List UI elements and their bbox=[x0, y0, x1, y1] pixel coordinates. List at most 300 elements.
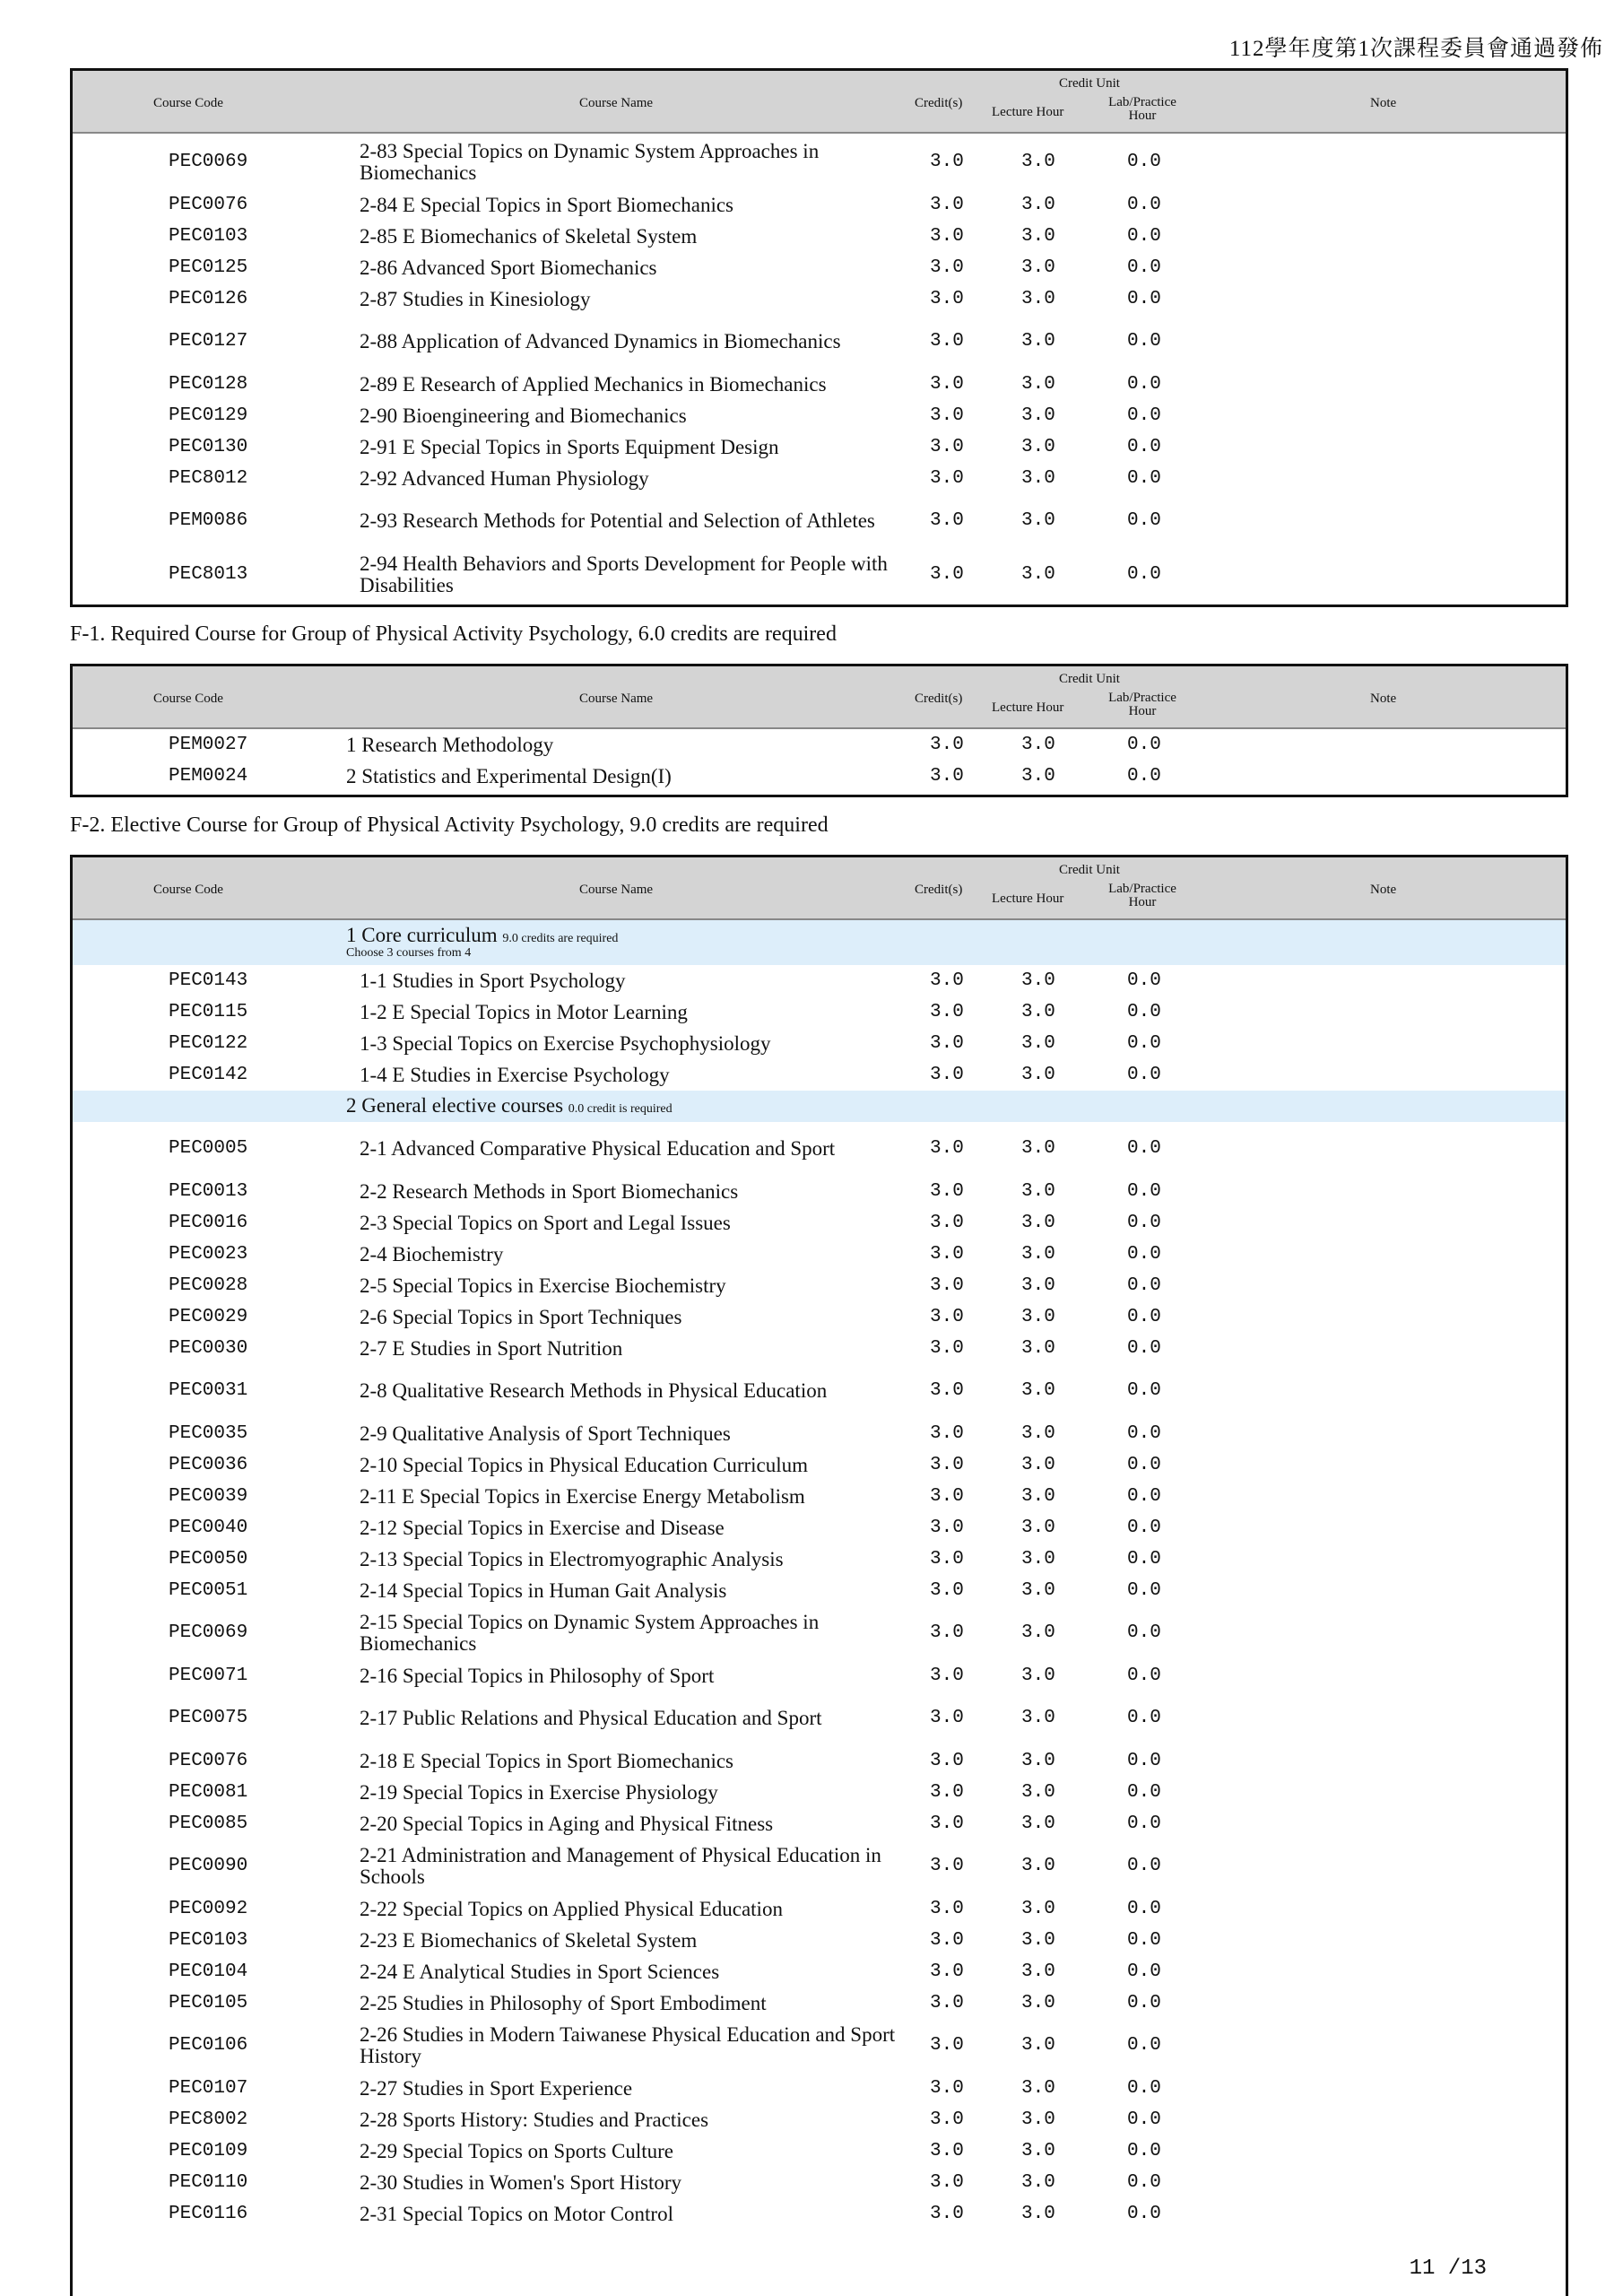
lecture-hour-value: 3.0 bbox=[1021, 257, 1055, 278]
lab-hour-value: 0.0 bbox=[1127, 1929, 1161, 1951]
table-body-general bbox=[73, 1122, 1566, 2230]
header-course-code: Course Code bbox=[153, 883, 223, 897]
lecture-hour-value: 3.0 bbox=[1021, 2171, 1055, 2193]
credits-value: 3.0 bbox=[930, 1548, 964, 1570]
table-row bbox=[73, 965, 1566, 996]
course-code: PEC8002 bbox=[169, 2109, 248, 2130]
page-header: 112學年度第1次課程委員會通過發佈 bbox=[1228, 37, 1603, 61]
credits-value: 3.0 bbox=[930, 1992, 964, 2013]
lab-hour-value: 0.0 bbox=[1127, 2171, 1161, 2193]
table-row bbox=[73, 1333, 1566, 1364]
table-row bbox=[73, 463, 1566, 494]
lecture-hour-value: 3.0 bbox=[1021, 1001, 1055, 1022]
credits-value: 3.0 bbox=[930, 1180, 964, 1202]
lecture-hour-value: 3.0 bbox=[1021, 970, 1055, 991]
lab-hour-value: 0.0 bbox=[1127, 152, 1161, 172]
course-code: PEC0143 bbox=[169, 970, 248, 991]
credits-value: 3.0 bbox=[930, 1337, 964, 1359]
lecture-hour-value: 3.0 bbox=[1021, 2077, 1055, 2099]
course-code: PEC0142 bbox=[169, 1064, 248, 1085]
course-name: 2-87 Studies in Kinesiology bbox=[360, 287, 591, 310]
course-code: PEC0109 bbox=[169, 2140, 248, 2161]
course-name: 2-14 Special Topics in Human Gait Analysis bbox=[360, 1578, 727, 1602]
credits-value: 3.0 bbox=[930, 1001, 964, 1022]
table-body bbox=[73, 729, 1566, 795]
table-row bbox=[73, 1692, 1566, 1745]
credits-value: 3.0 bbox=[930, 1750, 964, 1771]
lab-hour-value: 0.0 bbox=[1127, 288, 1161, 309]
credits-value: 3.0 bbox=[930, 1708, 964, 1728]
course-table-f1 bbox=[70, 664, 1568, 797]
course-code: PEC0028 bbox=[169, 1274, 248, 1296]
credits-value: 3.0 bbox=[930, 1813, 964, 1834]
course-code: PEC0005 bbox=[169, 1138, 248, 1159]
course-code: PEC0106 bbox=[169, 2035, 248, 2056]
lecture-hour-value: 3.0 bbox=[1021, 1622, 1055, 1643]
course-name: 2-27 Studies in Sport Experience bbox=[360, 2076, 633, 2100]
course-code: PEC0103 bbox=[169, 225, 248, 247]
table-row bbox=[73, 189, 1566, 221]
course-code: PEC0013 bbox=[169, 1180, 248, 1202]
header-note: Note bbox=[1370, 96, 1397, 110]
course-code: PEC0075 bbox=[169, 1708, 248, 1728]
lecture-hour-value: 3.0 bbox=[1021, 1517, 1055, 1538]
lecture-hour-value: 3.0 bbox=[1021, 2140, 1055, 2161]
table-row bbox=[73, 1839, 1566, 1893]
course-name: 2-88 Application of Advanced Dynamics in Biomechanics bbox=[360, 330, 841, 352]
header-lecture-hour: Lecture Hour bbox=[992, 891, 1064, 906]
header-lab-hour: Lab/Practice Hour bbox=[1108, 882, 1176, 909]
lecture-hour-value: 3.0 bbox=[1021, 467, 1055, 489]
lab-hour-value: 0.0 bbox=[1127, 1708, 1161, 1728]
lab-hour-value: 0.0 bbox=[1127, 2203, 1161, 2224]
course-code: PEC0031 bbox=[169, 1380, 248, 1401]
course-table-continued bbox=[70, 68, 1568, 607]
course-name: 2-84 E Special Topics in Sport Biomechanics bbox=[360, 193, 734, 216]
course-name: 1-1 Studies in Sport Psychology bbox=[360, 969, 626, 992]
lab-hour-value: 0.0 bbox=[1127, 1337, 1161, 1359]
course-name: 2-24 E Analytical Studies in Sport Sciences bbox=[360, 1960, 720, 1983]
table-row bbox=[73, 2073, 1566, 2104]
lab-hour-value: 0.0 bbox=[1127, 1422, 1161, 1444]
course-code: PEC0130 bbox=[169, 436, 248, 457]
course-code: PEC0116 bbox=[169, 2203, 248, 2224]
course-code: PEC0069 bbox=[169, 1622, 248, 1643]
course-name: 2-20 Special Topics in Aging and Physical Fitness bbox=[360, 1812, 774, 1835]
table-row bbox=[73, 1745, 1566, 1777]
credits-value: 3.0 bbox=[930, 1781, 964, 1803]
course-code: PEC0076 bbox=[169, 194, 248, 215]
lab-hour-value: 0.0 bbox=[1127, 1517, 1161, 1538]
table-row bbox=[73, 1270, 1566, 1301]
course-code: PEC0110 bbox=[169, 2171, 248, 2193]
lecture-hour-value: 3.0 bbox=[1021, 152, 1055, 172]
course-name: 1 Research Methodology bbox=[346, 733, 554, 756]
credits-value: 3.0 bbox=[930, 331, 964, 352]
lecture-hour-value: 3.0 bbox=[1021, 225, 1055, 247]
course-code: PEC0122 bbox=[169, 1032, 248, 1054]
course-name: 2-16 Special Topics in Philosophy of Sport bbox=[360, 1664, 715, 1687]
lab-hour-value: 0.0 bbox=[1127, 1992, 1161, 2013]
header-credit-unit: Credit Unit bbox=[1059, 863, 1120, 877]
course-code: PEC0092 bbox=[169, 1898, 248, 1919]
lecture-hour-value: 3.0 bbox=[1021, 1992, 1055, 2013]
credits-value: 3.0 bbox=[930, 1665, 964, 1686]
course-name: 2-25 Studies in Philosophy of Sport Embodiment bbox=[360, 1991, 767, 2014]
course-name: 2-12 Special Topics in Exercise and Disease bbox=[360, 1516, 725, 1539]
course-name: 2-93 Research Methods for Potential and Selection of Athletes bbox=[360, 509, 875, 532]
group-title: 1 Core curriculum 9.0 credits are required bbox=[346, 924, 619, 946]
course-code: PEC0127 bbox=[169, 331, 248, 352]
credits-value: 3.0 bbox=[930, 1306, 964, 1327]
lecture-hour-value: 3.0 bbox=[1021, 1485, 1055, 1507]
lecture-hour-value: 3.0 bbox=[1021, 1064, 1055, 1085]
credits-value: 3.0 bbox=[930, 467, 964, 489]
course-name: 2-4 Biochemistry bbox=[360, 1242, 504, 1265]
lab-hour-value: 0.0 bbox=[1127, 1665, 1161, 1686]
course-name: 2-86 Advanced Sport Biomechanics bbox=[360, 256, 657, 279]
credits-value: 3.0 bbox=[930, 1422, 964, 1444]
lecture-hour-value: 3.0 bbox=[1021, 1454, 1055, 1475]
table-row bbox=[73, 1544, 1566, 1575]
course-code: PEC0035 bbox=[169, 1422, 248, 1444]
header-course-name: Course Name bbox=[579, 691, 654, 706]
table-row bbox=[73, 283, 1566, 315]
header-credits: Credit(s) bbox=[915, 96, 963, 110]
header-lecture-hour: Lecture Hour bbox=[992, 700, 1064, 715]
course-name: 2-91 E Special Topics in Sports Equipment Design bbox=[360, 435, 779, 458]
course-code: PEC0029 bbox=[169, 1306, 248, 1327]
lab-hour-value: 0.0 bbox=[1127, 734, 1161, 755]
lecture-hour-value: 3.0 bbox=[1021, 1856, 1055, 1876]
course-name: 2-22 Special Topics on Applied Physical Education bbox=[360, 1897, 783, 1920]
course-code: PEC0030 bbox=[169, 1337, 248, 1359]
lab-hour-value: 0.0 bbox=[1127, 225, 1161, 247]
lecture-hour-value: 3.0 bbox=[1021, 331, 1055, 352]
table-row bbox=[73, 1893, 1566, 1925]
lecture-hour-value: 3.0 bbox=[1021, 1380, 1055, 1401]
table-row bbox=[73, 400, 1566, 431]
lecture-hour-value: 3.0 bbox=[1021, 510, 1055, 531]
credits-value: 3.0 bbox=[930, 1961, 964, 1982]
lab-hour-value: 0.0 bbox=[1127, 331, 1161, 352]
table-row bbox=[73, 494, 1566, 548]
lab-hour-value: 0.0 bbox=[1127, 765, 1161, 787]
credits-value: 3.0 bbox=[930, 734, 964, 755]
lab-hour-value: 0.0 bbox=[1127, 1622, 1161, 1643]
table-row bbox=[73, 315, 1566, 369]
credits-value: 3.0 bbox=[930, 1898, 964, 1919]
lab-hour-value: 0.0 bbox=[1127, 970, 1161, 991]
credits-value: 3.0 bbox=[930, 2035, 964, 2056]
header-lab-hour: Lab/Practice Hour bbox=[1108, 691, 1176, 718]
credits-value: 3.0 bbox=[930, 1929, 964, 1951]
lecture-hour-value: 3.0 bbox=[1021, 1032, 1055, 1054]
table-row bbox=[73, 1606, 1566, 1660]
table-row bbox=[73, 1956, 1566, 1987]
course-name: 1-3 Special Topics on Exercise Psychophysiology bbox=[360, 1031, 771, 1055]
lecture-hour-value: 3.0 bbox=[1021, 373, 1055, 395]
lab-hour-value: 0.0 bbox=[1127, 564, 1161, 585]
course-code: PEM0024 bbox=[169, 765, 248, 787]
header-course-code: Course Code bbox=[153, 96, 223, 110]
credits-value: 3.0 bbox=[930, 564, 964, 585]
section-f2-title: F-2. Elective Course for Group of Physical Activity Psychology, 9.0 credits are required bbox=[70, 813, 829, 837]
table-row bbox=[73, 1512, 1566, 1544]
lecture-hour-value: 3.0 bbox=[1021, 194, 1055, 215]
course-name: 2-19 Special Topics in Exercise Physiology bbox=[360, 1780, 718, 1804]
credits-value: 3.0 bbox=[930, 225, 964, 247]
course-code: PEC0126 bbox=[169, 288, 248, 309]
lab-hour-value: 0.0 bbox=[1127, 1781, 1161, 1803]
credits-value: 3.0 bbox=[930, 1274, 964, 1296]
course-name: 2-9 Qualitative Analysis of Sport Techniques bbox=[360, 1422, 731, 1445]
course-name: 2-1 Advanced Comparative Physical Education and Sport bbox=[360, 1137, 836, 1160]
lab-hour-value: 0.0 bbox=[1127, 1454, 1161, 1475]
course-name: 1-2 E Special Topics in Motor Learning bbox=[360, 1000, 688, 1023]
lecture-hour-value: 3.0 bbox=[1021, 1708, 1055, 1728]
lecture-hour-value: 3.0 bbox=[1021, 1898, 1055, 1919]
lab-hour-value: 0.0 bbox=[1127, 1138, 1161, 1159]
lab-hour-value: 0.0 bbox=[1127, 1032, 1161, 1054]
table-row bbox=[73, 2198, 1566, 2230]
course-name: 2-94 Health Behaviors and Sports Development for People with Disabilities bbox=[360, 552, 888, 596]
lab-hour-value: 0.0 bbox=[1127, 1306, 1161, 1327]
lab-hour-value: 0.0 bbox=[1127, 436, 1161, 457]
table-row bbox=[73, 1481, 1566, 1512]
table-row bbox=[73, 1122, 1566, 1176]
lecture-hour-value: 3.0 bbox=[1021, 1929, 1055, 1951]
credits-value: 3.0 bbox=[930, 1517, 964, 1538]
course-code: PEC0071 bbox=[169, 1665, 248, 1686]
course-name: 2-8 Qualitative Research Methods in Physical Education bbox=[360, 1379, 828, 1402]
course-code: PEC0040 bbox=[169, 1517, 248, 1538]
course-name: 2-7 E Studies in Sport Nutrition bbox=[360, 1336, 623, 1360]
course-name: 2-15 Special Topics on Dynamic System Approaches in Biomechanics bbox=[360, 1611, 820, 1655]
course-code: PEC0085 bbox=[169, 1813, 248, 1834]
lab-hour-value: 0.0 bbox=[1127, 2035, 1161, 2056]
course-code: PEC0129 bbox=[169, 404, 248, 426]
credits-value: 3.0 bbox=[930, 1243, 964, 1265]
course-code: PEM0027 bbox=[169, 734, 248, 755]
credits-value: 3.0 bbox=[930, 1138, 964, 1159]
lecture-hour-value: 3.0 bbox=[1021, 1548, 1055, 1570]
lecture-hour-value: 3.0 bbox=[1021, 1750, 1055, 1771]
credits-value: 3.0 bbox=[930, 2203, 964, 2224]
lab-hour-value: 0.0 bbox=[1127, 1750, 1161, 1771]
course-code: PEC8012 bbox=[169, 467, 248, 489]
table-row bbox=[73, 1364, 1566, 1418]
course-name: 2-6 Special Topics in Sport Techniques bbox=[360, 1305, 682, 1328]
credits-value: 3.0 bbox=[930, 1579, 964, 1601]
lab-hour-value: 0.0 bbox=[1127, 2140, 1161, 2161]
lab-hour-value: 0.0 bbox=[1127, 194, 1161, 215]
group-subtitle: Choose 3 courses from 4 bbox=[346, 946, 472, 960]
lab-hour-value: 0.0 bbox=[1127, 1579, 1161, 1601]
course-name: 2-5 Special Topics in Exercise Biochemistry bbox=[360, 1274, 726, 1297]
table-row bbox=[73, 761, 1566, 792]
course-name: 2-18 E Special Topics in Sport Biomechanics bbox=[360, 1749, 734, 1772]
table-row bbox=[73, 1925, 1566, 1956]
credits-value: 3.0 bbox=[930, 1212, 964, 1233]
credits-value: 3.0 bbox=[930, 1622, 964, 1643]
header-credits: Credit(s) bbox=[915, 883, 963, 897]
course-code: PEC0115 bbox=[169, 1001, 248, 1022]
header-note: Note bbox=[1370, 883, 1397, 897]
credits-value: 3.0 bbox=[930, 1064, 964, 1085]
course-name: 2-90 Bioengineering and Biomechanics bbox=[360, 404, 687, 427]
lecture-hour-value: 3.0 bbox=[1021, 404, 1055, 426]
course-name: 2-11 E Special Topics in Exercise Energy Metabolism bbox=[360, 1484, 805, 1508]
lab-hour-value: 0.0 bbox=[1127, 2109, 1161, 2130]
credits-value: 3.0 bbox=[930, 404, 964, 426]
course-code: PEC0103 bbox=[169, 1929, 248, 1951]
course-code: PEC0107 bbox=[169, 2077, 248, 2099]
table-row bbox=[73, 1777, 1566, 1808]
table-row bbox=[73, 252, 1566, 283]
table-row bbox=[73, 729, 1566, 761]
credits-value: 3.0 bbox=[930, 1032, 964, 1054]
lab-hour-value: 0.0 bbox=[1127, 1001, 1161, 1022]
lab-hour-value: 0.0 bbox=[1127, 404, 1161, 426]
header-credit-unit: Credit Unit bbox=[1059, 76, 1120, 91]
lecture-hour-value: 3.0 bbox=[1021, 1138, 1055, 1159]
lecture-hour-value: 3.0 bbox=[1021, 1180, 1055, 1202]
course-name: 2 Statistics and Experimental Design(I) bbox=[346, 764, 672, 787]
lecture-hour-value: 3.0 bbox=[1021, 1243, 1055, 1265]
lecture-hour-value: 3.0 bbox=[1021, 1337, 1055, 1359]
lecture-hour-value: 3.0 bbox=[1021, 436, 1055, 457]
course-name: 2-2 Research Methods in Sport Biomechanics bbox=[360, 1179, 739, 1203]
lecture-hour-value: 3.0 bbox=[1021, 734, 1055, 755]
table-row bbox=[73, 1207, 1566, 1239]
course-code: PEC0081 bbox=[169, 1781, 248, 1803]
header-credit-unit: Credit Unit bbox=[1059, 672, 1120, 686]
header-credits: Credit(s) bbox=[915, 691, 963, 706]
lab-hour-value: 0.0 bbox=[1127, 1380, 1161, 1401]
credits-value: 3.0 bbox=[930, 510, 964, 531]
table-row bbox=[73, 1176, 1566, 1207]
course-code: PEC0039 bbox=[169, 1485, 248, 1507]
lab-hour-value: 0.0 bbox=[1127, 467, 1161, 489]
table-row bbox=[73, 369, 1566, 400]
course-name: 2-92 Advanced Human Physiology bbox=[360, 466, 649, 490]
course-code: PEC0090 bbox=[169, 1856, 248, 1876]
table-row bbox=[73, 1660, 1566, 1692]
lab-hour-value: 0.0 bbox=[1127, 1180, 1161, 1202]
course-table-f2 bbox=[70, 855, 1568, 2296]
course-code: PEC0105 bbox=[169, 1992, 248, 2013]
course-code: PEC0076 bbox=[169, 1750, 248, 1771]
course-code: PEC0051 bbox=[169, 1579, 248, 1601]
course-code: PEC8013 bbox=[169, 564, 248, 585]
credits-value: 3.0 bbox=[930, 1380, 964, 1401]
course-code: PEC0036 bbox=[169, 1454, 248, 1475]
credits-value: 3.0 bbox=[930, 2171, 964, 2193]
course-name: 1-4 E Studies in Exercise Psychology bbox=[360, 1063, 670, 1086]
course-code: PEC0050 bbox=[169, 1548, 248, 1570]
course-name: 2-83 Special Topics on Dynamic System Approaches in Biomechanics bbox=[360, 140, 820, 184]
lecture-hour-value: 3.0 bbox=[1021, 1961, 1055, 1982]
table-body bbox=[73, 134, 1566, 604]
course-name: 2-29 Special Topics on Sports Culture bbox=[360, 2139, 673, 2162]
table-row bbox=[73, 1301, 1566, 1333]
table-row bbox=[73, 1418, 1566, 1449]
lecture-hour-value: 3.0 bbox=[1021, 288, 1055, 309]
course-code: PEC0125 bbox=[169, 257, 248, 278]
course-name: 2-26 Studies in Modern Taiwanese Physical Education and Sport History bbox=[360, 2023, 896, 2067]
table-row bbox=[73, 135, 1566, 189]
lab-hour-value: 0.0 bbox=[1127, 257, 1161, 278]
header-course-code: Course Code bbox=[153, 691, 223, 706]
lecture-hour-value: 3.0 bbox=[1021, 564, 1055, 585]
header-course-name: Course Name bbox=[579, 96, 654, 110]
credits-value: 3.0 bbox=[930, 436, 964, 457]
credits-value: 3.0 bbox=[930, 152, 964, 172]
lab-hour-value: 0.0 bbox=[1127, 1274, 1161, 1296]
lecture-hour-value: 3.0 bbox=[1021, 1665, 1055, 1686]
lecture-hour-value: 3.0 bbox=[1021, 2109, 1055, 2130]
table-header bbox=[73, 71, 1566, 134]
course-name: 2-10 Special Topics in Physical Education Curriculum bbox=[360, 1453, 809, 1476]
section-f1-title: F-1. Required Course for Group of Physical Activity Psychology, 6.0 credits are required bbox=[70, 622, 837, 646]
course-name: 2-28 Sports History: Studies and Practices bbox=[360, 2108, 709, 2131]
lab-hour-value: 0.0 bbox=[1127, 1813, 1161, 1834]
lab-hour-value: 0.0 bbox=[1127, 1212, 1161, 1233]
lecture-hour-value: 3.0 bbox=[1021, 2035, 1055, 2056]
lecture-hour-value: 3.0 bbox=[1021, 2203, 1055, 2224]
credits-value: 3.0 bbox=[930, 373, 964, 395]
table-row bbox=[73, 2019, 1566, 2073]
table-row bbox=[73, 1987, 1566, 2019]
lecture-hour-value: 3.0 bbox=[1021, 1781, 1055, 1803]
course-code: PEM0086 bbox=[169, 510, 248, 531]
course-name: 2-30 Studies in Women's Sport History bbox=[360, 2170, 682, 2194]
page-number: 11 /13 bbox=[1409, 2257, 1487, 2281]
course-name: 2-3 Special Topics on Sport and Legal Issues bbox=[360, 1211, 731, 1234]
lecture-hour-value: 3.0 bbox=[1021, 1212, 1055, 1233]
credits-value: 3.0 bbox=[930, 2077, 964, 2099]
table-row bbox=[73, 1059, 1566, 1091]
table-row bbox=[73, 1028, 1566, 1059]
lab-hour-value: 0.0 bbox=[1127, 1243, 1161, 1265]
table-row bbox=[73, 548, 1566, 602]
table-row bbox=[73, 2104, 1566, 2135]
credits-value: 3.0 bbox=[930, 970, 964, 991]
table-row bbox=[73, 431, 1566, 463]
table-row bbox=[73, 2167, 1566, 2198]
course-code: PEC0128 bbox=[169, 373, 248, 395]
lab-hour-value: 0.0 bbox=[1127, 1485, 1161, 1507]
course-code: PEC0069 bbox=[169, 152, 248, 172]
lab-hour-value: 0.0 bbox=[1127, 1961, 1161, 1982]
group-row-general bbox=[73, 1091, 1566, 1122]
lab-hour-value: 0.0 bbox=[1127, 373, 1161, 395]
lecture-hour-value: 3.0 bbox=[1021, 1813, 1055, 1834]
course-name: 2-13 Special Topics in Electromyographic Analysis bbox=[360, 1547, 784, 1570]
lecture-hour-value: 3.0 bbox=[1021, 1306, 1055, 1327]
table-body-core bbox=[73, 965, 1566, 1091]
header-lecture-hour: Lecture Hour bbox=[992, 105, 1064, 119]
lecture-hour-value: 3.0 bbox=[1021, 765, 1055, 787]
course-name: 2-21 Administration and Management of Physical Education in Schools bbox=[360, 1844, 881, 1888]
lecture-hour-value: 3.0 bbox=[1021, 1422, 1055, 1444]
course-name: 2-31 Special Topics on Motor Control bbox=[360, 2202, 673, 2225]
group-row-core bbox=[73, 920, 1566, 965]
course-code: PEC0023 bbox=[169, 1243, 248, 1265]
credits-value: 3.0 bbox=[930, 194, 964, 215]
lecture-hour-value: 3.0 bbox=[1021, 1274, 1055, 1296]
